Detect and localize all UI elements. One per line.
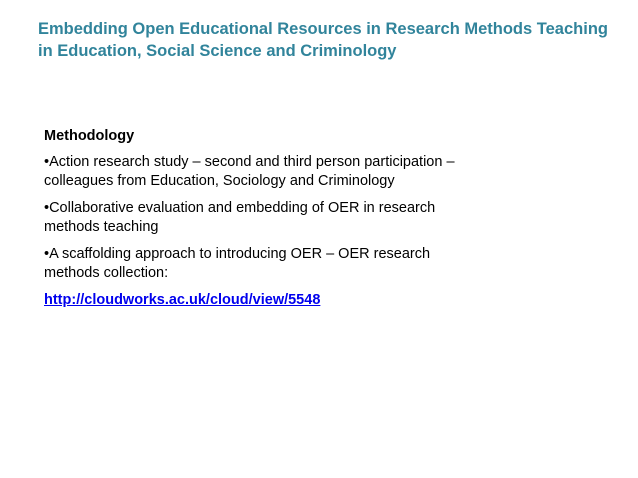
bullet-item: •Action research study – second and third person participation – colleagues from Education, Sociology and Criminology [44,154,455,189]
bullet-item: •Collaborative evaluation and embedding of OER in research methods teaching [44,200,436,235]
slide-body [44,127,484,318]
cloudworks-link[interactable]: http://cloudworks.ac.uk/cloud/view/5548 [44,292,321,308]
section-heading: Methodology [44,128,135,144]
bullet-item: •A scaffolding approach to introducing OER – OER research methods collection: [44,246,431,281]
slide-title: Embedding Open Educational Resources in Research Methods Teaching in Education, Social Science and Criminology [38,20,608,60]
